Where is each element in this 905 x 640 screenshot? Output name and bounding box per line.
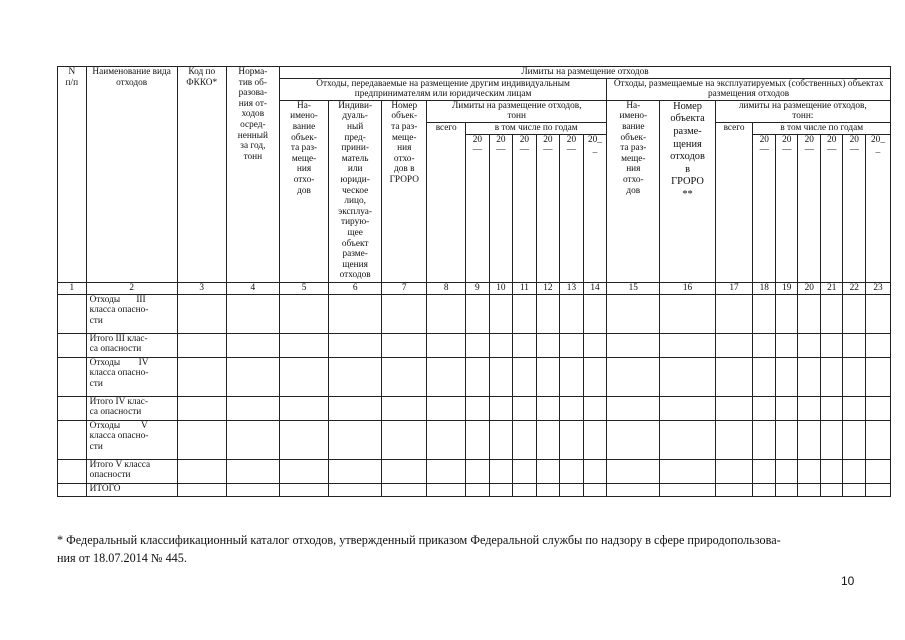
year-cell: 20 —: [843, 134, 866, 282]
waste-limits-table: [57, 66, 891, 497]
column-number-row: [58, 282, 891, 294]
column-number: 2: [86, 282, 177, 294]
column-number: 23: [865, 282, 890, 294]
year-cell: 20_ _: [583, 134, 607, 282]
year-cell: 20 —: [753, 134, 776, 282]
header-own-groro: Номер объекта разме- щения отходов в ГРОРО **: [660, 100, 715, 282]
header-fkko-code: Код по ФККО*: [177, 67, 226, 283]
column-number: 18: [753, 282, 776, 294]
header-other-object: На- имено- вание объек- та раз- меще- ния отхо- дов: [279, 100, 328, 282]
year-cell: 20 —: [536, 134, 560, 282]
year-cell: 20 —: [820, 134, 843, 282]
header-limits: Лимиты на размещение отходов: [279, 67, 890, 79]
header-other-total: всего: [427, 122, 466, 282]
header-own-limits: лимиты на размещение отходов, тонн:: [715, 100, 890, 122]
column-number: 7: [382, 282, 427, 294]
year-cell: 20 —: [560, 134, 584, 282]
row-label: Итого IV клас- са опасности: [86, 396, 177, 420]
table-row-total-4: [58, 396, 891, 420]
header-other-entrepreneur: Индиви- дуаль- ный пред- прини- матель или юриди- ческое лицо, эксплуа- тирую- щее объект разме- щения отходов: [329, 100, 382, 282]
column-number: 5: [279, 282, 328, 294]
row-label: Отходы V класса опасно- сти: [86, 420, 177, 459]
column-number: 21: [820, 282, 843, 294]
header-n: N п/п: [58, 67, 87, 283]
column-number: 15: [607, 282, 660, 294]
column-number: 14: [583, 282, 607, 294]
year-cell: 20 —: [489, 134, 513, 282]
column-number: 4: [226, 282, 279, 294]
table-row-total-5: [58, 459, 891, 483]
column-number: 20: [798, 282, 821, 294]
page-number: 10: [841, 574, 855, 588]
footnote: * Федеральный классификационный каталог отходов, утвержденный приказом Федеральной службы по надзору в сфере природопользова- ния от 18.07.2014 № 445.: [57, 533, 781, 565]
column-number: 16: [660, 282, 715, 294]
row-label: Итого V класса опасности: [86, 459, 177, 483]
table-row-class-3: [58, 294, 891, 333]
column-number: 13: [560, 282, 584, 294]
header-other-limits: Лимиты на размещение отходов, тонн: [427, 100, 607, 122]
column-number: 3: [177, 282, 226, 294]
year-cell: 20 —: [466, 134, 490, 282]
column-number: 22: [843, 282, 866, 294]
header-norm: Норма- тив об- разова- ния от- ходов осред- ненный за год, тонн: [226, 67, 279, 283]
column-number: 10: [489, 282, 513, 294]
header-other-groro: Номер объек- та раз- меще- ния отхо- дов в ГРОРО: [382, 100, 427, 282]
year-cell: 20 —: [775, 134, 798, 282]
column-number: 12: [536, 282, 560, 294]
column-number: 1: [58, 282, 87, 294]
column-number: 11: [513, 282, 537, 294]
column-number: 6: [329, 282, 382, 294]
header-own-placement: Отходы, размещаемые на эксплуатируемых (собственных) объектах размещения отходов: [607, 78, 891, 100]
year-cell: 20 —: [798, 134, 821, 282]
header-waste-name: Наименование вида отходов: [86, 67, 177, 283]
column-number: 8: [427, 282, 466, 294]
column-number: 17: [715, 282, 753, 294]
row-label: Итого III клас- са опасности: [86, 333, 177, 357]
row-label: Отходы III класса опасно- сти: [86, 294, 177, 333]
row-label: Отходы IV класса опасно- сти: [86, 357, 177, 396]
header-own-total: всего: [715, 122, 753, 282]
header-other-by-years: в том числе по годам: [466, 122, 607, 134]
table-row-total-3: [58, 333, 891, 357]
year-cell: 20 —: [513, 134, 537, 282]
header-other-placement: Отходы, передаваемые на размещение другим индивидуальным предпринимателям или юридическим лицам: [279, 78, 606, 100]
table-row-class-4: [58, 357, 891, 396]
row-label: ИТОГО: [86, 483, 177, 496]
column-number: 9: [466, 282, 490, 294]
year-cell: 20_ _: [865, 134, 890, 282]
header-own-object: На- имено- вание объек- та раз- меще- ния отхо- дов: [607, 100, 660, 282]
table-row-grand-total: [58, 483, 891, 496]
table-row-class-5: [58, 420, 891, 459]
header-row-1: [58, 67, 891, 79]
header-own-by-years: в том числе по годам: [753, 122, 891, 134]
column-number: 19: [775, 282, 798, 294]
